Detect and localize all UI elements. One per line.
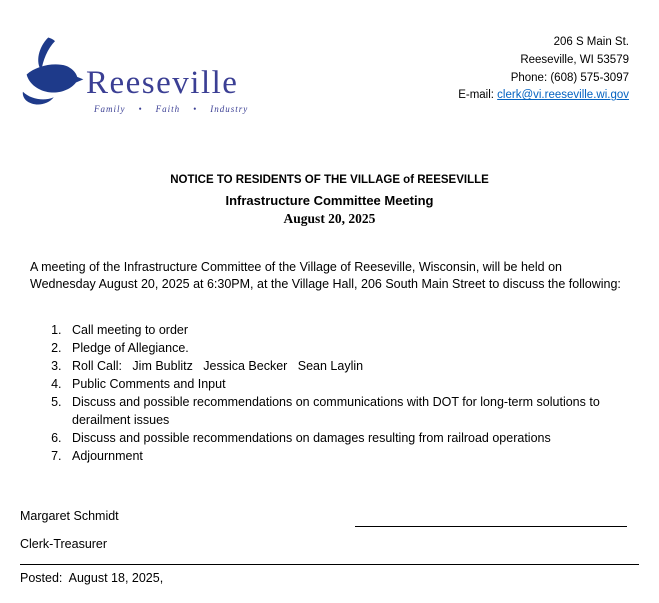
address-line-2: Reeseville, WI 53579 [520,53,629,66]
agenda-item-1: 1. Call meeting to order [65,321,631,339]
divider-line [20,564,639,565]
logo-wordmark: Reeseville [86,65,239,101]
signature-line [355,526,627,527]
signer-title: Clerk-Treasurer [20,537,108,551]
agenda-list [30,321,631,465]
posted-date: Posted: August 18, 2025, [20,571,164,585]
agenda-item-3: 3. Roll Call: Jim Bublitz Jessica Becker Sean Laylin [65,357,631,375]
phone-line: Phone: (608) 575-3097 [510,71,629,84]
document-header [0,0,659,118]
meeting-title: Infrastructure Committee Meeting [225,193,434,208]
notice-headings [0,174,659,227]
agenda-item-4: 4. Public Comments and Input [65,375,631,393]
dove-icon [18,26,92,118]
meeting-date: August 20, 2025 [283,211,376,226]
agenda-item-5: 5. Discuss and possible recommendations on communications with DOT for long-term solutions to derailment issues [65,393,631,429]
signer-name: Margaret Schmidt [20,509,119,523]
notice-title: NOTICE TO RESIDENTS OF THE VILLAGE of REESEVILLE [170,174,489,186]
address-line-1: 206 S Main St. [553,36,629,48]
agenda-item-6: 6. Discuss and possible recommendations on damages resulting from railroad operations [65,429,631,447]
agenda-item-2: 2. Pledge of Allegiance. [65,339,631,357]
logo-tagline: Family • Faith • Industry [94,104,249,114]
email-line [458,87,629,105]
logo-text [86,67,248,118]
village-logo [18,26,248,118]
email-link[interactable]: clerk@vi.reeseville.wi.gov [497,89,629,102]
email-label: E-mail: [458,89,498,102]
signature-block [20,509,639,599]
contact-block [458,26,629,105]
agenda-item-7: 7. Adjournment [65,447,631,465]
intro-paragraph: A meeting of the Infrastructure Committee of the Village of Reeseville, Wisconsin, will be held on Wednesday August 20, 2025 at 6:30PM, at the Village Hall, 206 South Main Street to discuss the following: [30,260,621,291]
